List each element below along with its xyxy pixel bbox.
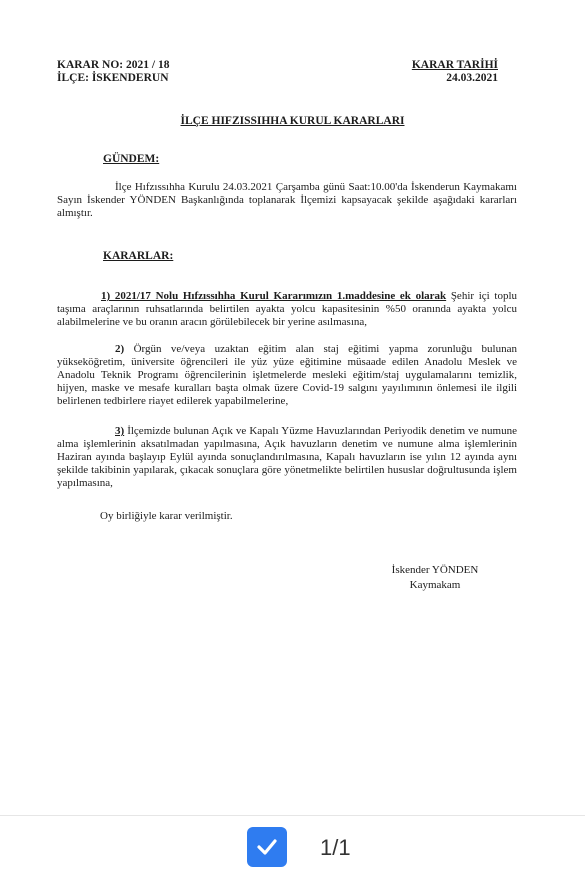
document-title: İLÇE HIFZISSIHHA KURUL KARARLARI — [180, 115, 405, 127]
decision-number: KARAR NO: 2021 / 18 — [57, 59, 170, 71]
decision-1: 1) 2021/17 Nolu Hıfzıssıhha Kurul Kararımızın 1.maddesine ek olarak Şehir içi toplu taşıma araçlarının ruhsatlarında belirtilen ayakta yolcu kapasitesinin %50 oranında ayakta yolcu alabilmelerine ve bu oranın aracın görülebilecek bir yerine asılmasına, — [57, 290, 517, 328]
district: İLÇE: İSKENDERUN — [57, 72, 169, 84]
signer-title: Kaymakam — [409, 579, 461, 591]
signer-name: İskender YÖNDEN — [391, 564, 479, 576]
agenda-text: İlçe Hıfzıssıhha Kurulu 24.03.2021 Çarşamba günü Saat:10.00'da İskenderun Kaymakamı Sayın İskender YÖNDEN Başkanlığında toplanarak İlçemizi kapsayacak şekilde aşağıdaki kararları almıştır. — [57, 181, 517, 219]
checkmark-icon — [254, 834, 280, 860]
viewer-bottom-bar — [0, 815, 585, 871]
decision-date: 24.03.2021 — [446, 72, 498, 84]
closing-statement: Oy birliğiyle karar verilmiştir. — [100, 510, 233, 522]
decision-2: 2) Örgün ve/veya uzaktan eğitim alan staj eğitimi yapma zorunluğu bulunan yükseköğretim, üniversite öğrencileri ile yüz yüze eğitimine müsaade edilen Anadolu Meslek ve Anadolu Teknik Programı öğrencilerinin işletmelerde mesleki eğitim/staj uygulamalarını temizlik, hijyen, maske ve mesafe kuralları başta olmak üzere Covid-19 salgını yayılımının önlemesi ile ilgili belirlenen tedbirlere riayet edilerek yapabilmelerine, — [57, 343, 517, 407]
signature-block — [380, 563, 490, 593]
decision-header-left — [57, 59, 169, 85]
agenda-label: GÜNDEM: — [103, 153, 160, 165]
page-indicator: 1/1 — [320, 835, 351, 860]
decision-date-label: KARAR TARİHİ — [411, 59, 498, 71]
decisions-label: KARARLAR: — [103, 250, 174, 262]
decision-3: 3) İlçemizde bulunan Açık ve Kapalı Yüzme Havuzlarından Periyodik denetim ve numune alma işlemlerinin aksatılmadan yapılmasına, Açık havuzların denetim ve numune alma işlemlerinin Haziran ayında başlayıp Eylül ayında sonuçlandırılmasına, Kapalı havuzların ise yılın 12 ayında aynı şekilde takibinin yapılarak, çıkacak sonuçlara göre yönetmelikte belirtilen hususlar doğrultusunda işlem yapılmasına, — [57, 425, 517, 489]
confirm-button[interactable] — [247, 827, 287, 867]
decision-header-right — [412, 59, 498, 85]
